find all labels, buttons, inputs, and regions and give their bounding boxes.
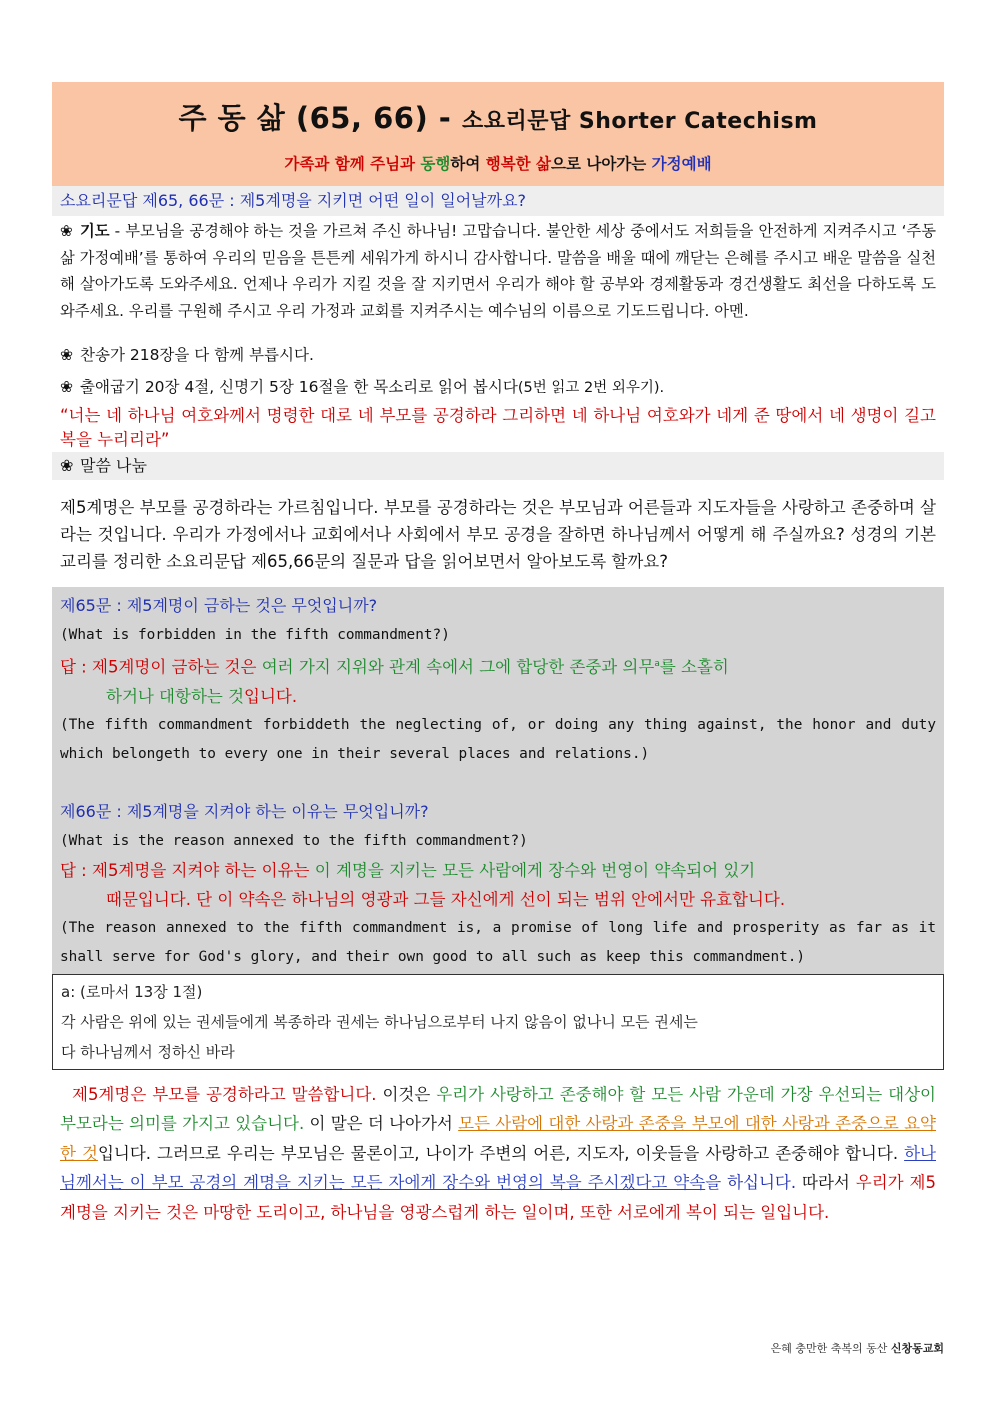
answer-65: 답 : 제5계명이 금하는 것은 여러 가지 지위와 관계 속에서 그에 합당한 존중과 의무$^a$를 소홀히 [60, 657, 729, 677]
question-66: 제66문 : 제5계명을 지켜야 하는 이유는 무엇입니까? [60, 801, 429, 821]
question-65: 제65문 : 제5계명이 금하는 것은 무엇입니까? [60, 596, 378, 615]
hymn-line: ❀ 찬송가 218장을 다 함께 부릅시다. [52, 342, 944, 368]
catechism-box [52, 587, 944, 974]
header-banner [52, 82, 944, 186]
prayer-paragraph: ❀ 기도 - 부모님을 공경해야 하는 것을 가르쳐 주신 하나님! 고맙습니다. 불안한 세상 중에서도 저희들을 안전하게 지켜주시고 ‘주동삶 가정예배’를 통하여 우리의 믿음을 튼튼케 세워가게 하시니 감사합니다. 말씀을 배울 때에 깨닫는 은혜를 주시고 배운 말씀을 실천해 살아가도록 도와주세요. 언제나 우리가 지킬 것을 잘 지키면서 우리가 해야 할 공부와 경제활동과 경건생활도 최선을 다하도록 도와주세요. 우리를 구원해 주시고 우리 가정과 교회를 지켜주시는 예수님의 이름으로 기도드립니다. 아멘. [52, 218, 944, 324]
page-subtitle: 가족과 함께 주님과 동행하여 행복한 삶으로 나아가는 가정예배 [284, 155, 712, 173]
topic-bar: 소요리문답 제65, 66문 : 제5계명을 지키면 어떤 일이 일어날까요? [52, 186, 944, 216]
question-66-en: (What is the reason annexed to the fifth commandment?) [60, 832, 528, 849]
closing-paragraph: 제5계명은 부모를 공경하라고 말씀합니다. 이것은 우리가 사랑하고 존중해야 할 모든 사람 가운데 가장 우선되는 대상이 부모라는 의미를 가지고 있습니다. 이 말은 더 나아가서 모든 사람에 대한 사랑과 존중을 부모에 대한 사랑과 존중으로 요약한 것입니다. 그러므로 우리는 부모님은 물론이고, 나이가 주변의 어른, 지도자, 이웃들을 사랑하고 존중해야 합니다. 하나님께서는 이 부모 공경의 계명을 지키는 모든 자에게 장수와 번영의 복을 주시겠다고 약속을 하십니다. 따라서 우리가 제5계명을 지키는 것은 마땅한 도리이고, 하나님을 영광스럽게 하는 일이며, 또한 서로에게 복이 되는 일입니다. [60, 1084, 936, 1222]
question-65-en: (What is forbidden in the fifth commandment?) [60, 627, 450, 643]
footnote-box [52, 974, 944, 1070]
answer-66-en: (The reason annexed to the fifth commandment is, a promise of long life and prosperity as far as it shall serve for God's glory, and their own good to all such as keep this commandment.) [60, 919, 936, 965]
page-title: 주 동 삶 (65, 66) - 소요리문답 Shorter Catechism [178, 101, 818, 135]
worship-sheet [52, 82, 944, 1227]
answer-66: 답 : 제5계명을 지켜야 하는 이유는 이 계명을 지키는 모든 사람에게 장수와 번영이 약속되어 있기 [60, 860, 756, 880]
footnote-line-2: 다 하나님께서 정하신 바라 [61, 1042, 235, 1061]
footnote-line-1: 각 사람은 위에 있는 권세들에게 복종하라 권세는 하나님으로부터 나지 않음이 없나니 모든 권세는 [61, 1012, 698, 1031]
answer-66-cont: 때문입니다. 단 이 약속은 하나님의 영광과 그들 자신에게 선이 되는 범위 안에서만 유효합니다. [106, 889, 786, 909]
answer-65-cont: 하거나 대항하는 것입니다. [106, 686, 298, 706]
footnote-ref: a: (로마서 13장 1절) [61, 982, 203, 1001]
answer-65-en: (The fifth commandment forbiddeth the neglecting of, or doing any thing against, the honor and duty which belongeth to every one in their several places and relations.) [60, 716, 936, 762]
reading-line: ❀ 출애굽기 20장 4절, 신명기 5장 16절을 한 목소리로 읽어 봅시다(5번 읽고 2번 외우기). [52, 374, 944, 400]
flower-bullet-icon: ❀ [60, 222, 73, 240]
sharing-bar: ❀ 말씀 나눔 [52, 452, 944, 480]
footer-church: 은혜 충만한 축복의 동산 신창동교회 [770, 1342, 944, 1355]
flower-bullet-icon: ❀ [60, 346, 73, 364]
flower-bullet-icon: ❀ [60, 456, 74, 475]
intro-paragraph: 제5계명은 부모를 공경하라는 가르침입니다. 부모를 공경하라는 것은 부모님과 어른들과 지도자들을 사랑하고 존중하며 살라는 것입니다. 우리가 가정에서나 교회에서나 사회에서 부모 공경을 잘하면 하나님께서 어떻게 해 주실까요? 성경의 기본 교리를 정리한 소요리문답 제65,66문의 질문과 답을 읽어보면서 알아보도록 할까요? [60, 498, 936, 571]
scripture-verse: “너는 네 하나님 여호와께서 명령한 대로 네 부모를 공경하라 그리하면 네 하나님 여호와가 네게 준 땅에서 네 생명이 길고 복을 누리리라” [60, 406, 936, 449]
flower-bullet-icon: ❀ [60, 378, 73, 396]
